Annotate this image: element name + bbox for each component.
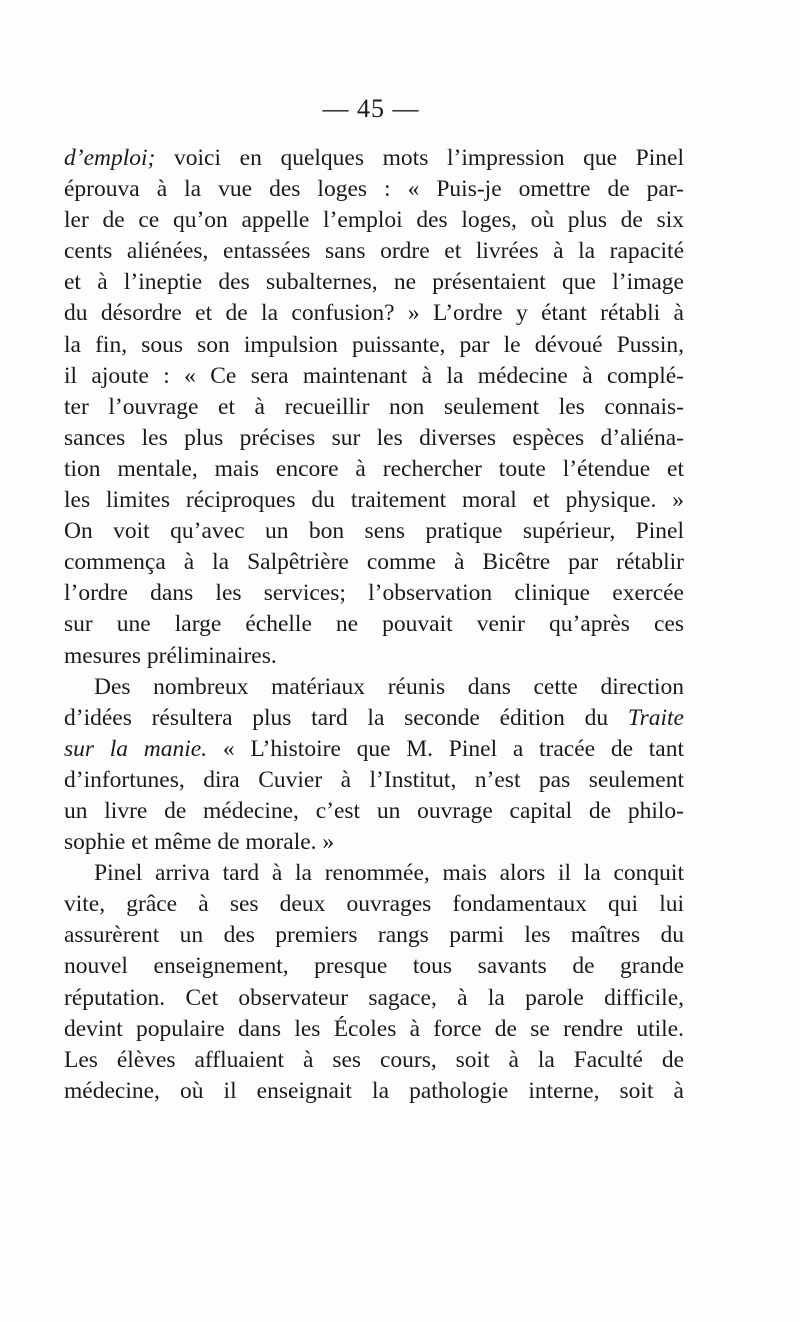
paragraph (64, 858, 684, 1107)
text-line (64, 205, 684, 236)
text-run: Les élèves affluaient à ses cours, soit à la Faculté de (64, 1046, 684, 1073)
text-line (64, 1076, 684, 1107)
text-line (64, 236, 684, 267)
text-run: d’infortunes, dira Cuvier à l’Institut, n’est pas seulement (64, 766, 684, 793)
text-run: commença à la Salpêtrière comme à Bicêtre par rétablir (64, 549, 684, 576)
text-line (64, 641, 684, 672)
text-line (64, 951, 684, 982)
page-number: — 45 — (322, 94, 420, 123)
text-line (64, 485, 684, 516)
body-text (64, 143, 684, 1107)
text-run: l’ordre dans les services; l’observation clinique exercée (64, 580, 684, 607)
text-run: tion mentale, mais encore à rechercher toute l’étendue et (64, 455, 684, 482)
text-run: sur une large échelle ne pouvait venir qu’après ces (64, 611, 684, 638)
text-line (64, 298, 684, 329)
text-run: d’idées résultera plus tard la seconde édition du (64, 704, 628, 731)
text-run: ler de ce qu’on appelle l’emploi des loges, où plus de six (64, 207, 684, 234)
text-run: réputation. Cet observateur sagace, à la parole difficile, (64, 984, 684, 1011)
text-run: « L’histoire que M. Pinel a tracée de tant (207, 735, 685, 762)
text-line (64, 547, 684, 578)
text-run: la fin, sous son impulsion puissante, par le dévoué Pussin, (64, 331, 684, 358)
text-line (64, 858, 684, 889)
text-line (64, 734, 684, 765)
text-line (64, 827, 684, 858)
text-line (64, 330, 684, 361)
text-line (64, 765, 684, 796)
text-line (64, 796, 684, 827)
text-run: On voit qu’avec un bon sens pratique supérieur, Pinel (64, 518, 684, 545)
text-run: Pinel arriva tard à la renommée, mais alors il la conquit (94, 860, 684, 887)
text-line (64, 454, 684, 485)
text-line (64, 174, 684, 205)
text-run: il ajoute : « Ce sera maintenant à la médecine à complé- (64, 362, 684, 389)
text-run: ter l’ouvrage et à recueillir non seulement les connais- (64, 393, 684, 420)
text-run: médecine, où il enseignait la pathologie interne, soit à (64, 1077, 684, 1104)
text-line (64, 143, 684, 174)
text-line (64, 392, 684, 423)
text-line (64, 889, 684, 920)
text-run: un livre de médecine, c’est un ouvrage capital de philo- (64, 797, 684, 824)
text-line (64, 1045, 684, 1076)
text-line (64, 920, 684, 951)
italic-text: Traite (627, 704, 684, 731)
text-run: éprouva à la vue des loges : « Puis-je omettre de par- (64, 176, 684, 203)
text-line (64, 672, 684, 703)
text-run: cents aliénées, entassées sans ordre et livrées à la rapacité (64, 238, 684, 265)
text-run: assurèrent un des premiers rangs parmi les maîtres du (64, 922, 684, 949)
text-line (64, 703, 684, 734)
text-line (64, 578, 684, 609)
text-run: du désordre et de la confusion? » L’ordre y étant rétabli à (64, 300, 684, 327)
italic-text: sur la manie. (64, 735, 208, 762)
text-run: devint populaire dans les Écoles à force de se rendre utile. (64, 1015, 684, 1042)
text-run: vite, grâce à ses deux ouvrages fondamentaux qui lui (64, 891, 684, 918)
paragraph (64, 672, 684, 859)
text-line (64, 423, 684, 454)
paragraph (64, 143, 684, 672)
text-line (64, 516, 684, 547)
text-line (64, 267, 684, 298)
text-run: sophie et même de morale. » (64, 829, 335, 856)
text-run: nouvel enseignement, presque tous savants de grande (64, 953, 684, 980)
text-run: Des nombreux matériaux réunis dans cette direction (94, 673, 684, 700)
text-line (64, 1014, 684, 1045)
text-run: les limites réciproques du traitement moral et physique. » (64, 487, 684, 514)
italic-text: d’emploi; (64, 145, 156, 171)
text-run: sances les plus précises sur les diverses espèces d’aliéna- (64, 424, 684, 451)
text-run: mesures préliminaires. (64, 642, 277, 669)
text-run: et à l’ineptie des subalternes, ne présentaient que l’image (64, 269, 684, 296)
text-line (64, 609, 684, 640)
text-line (64, 361, 684, 392)
text-run: voici en quelques mots l’impression que Pinel (155, 145, 684, 171)
text-line (64, 983, 684, 1014)
